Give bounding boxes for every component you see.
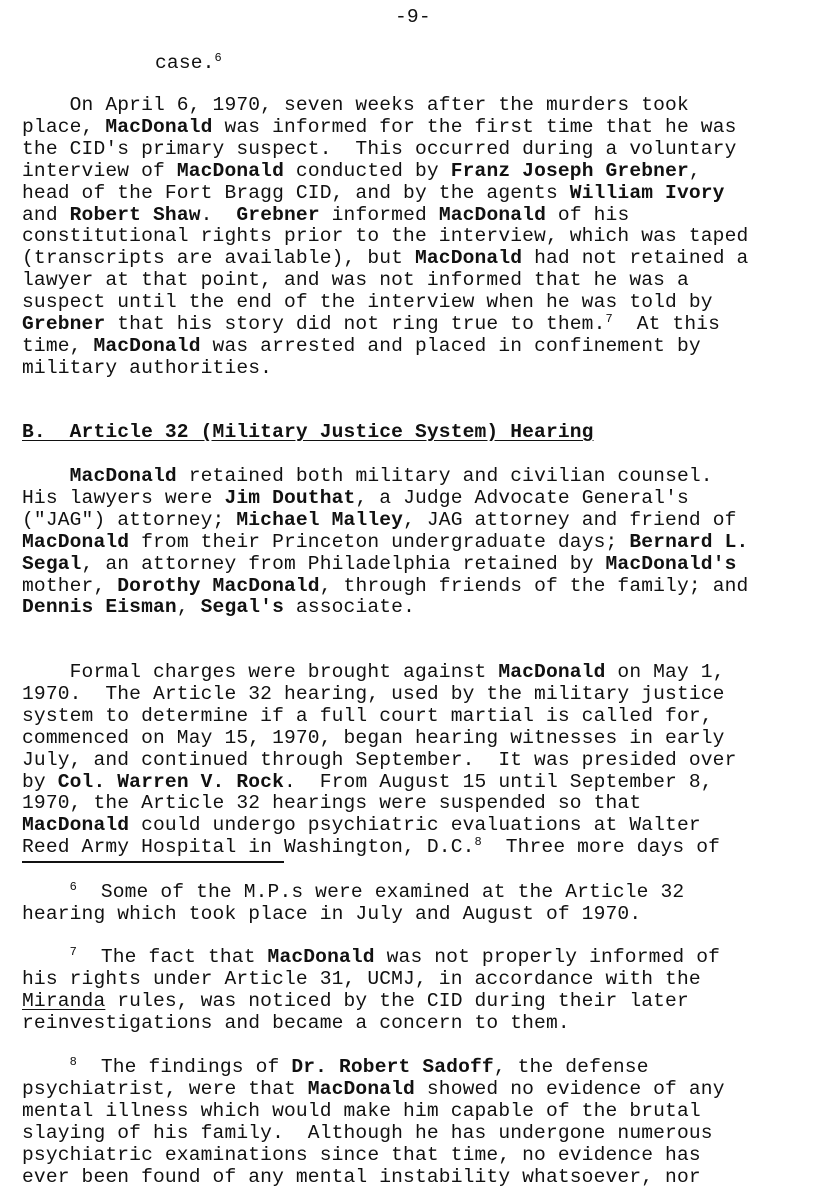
- footnote-7-line: [22, 946, 720, 968]
- bold-name: Grebner: [22, 313, 106, 335]
- text-run: , JAG attorney and friend of: [403, 508, 737, 531]
- text-run: showed no evidence of any: [414, 1077, 725, 1100]
- underlined-term: Miranda: [22, 989, 106, 1012]
- text-run: had not retained a: [522, 247, 749, 270]
- footnote-ref-6: 6: [214, 51, 222, 65]
- footnote-marker: 8: [474, 835, 482, 850]
- text-run: The findings of: [77, 1056, 292, 1078]
- text-run: psychiatrist, were that: [22, 1077, 308, 1100]
- text-run: place,: [22, 115, 106, 138]
- text-run: , a Judge Advocate General's: [355, 486, 689, 509]
- text-run: The fact that: [77, 946, 268, 968]
- page-number: -9-: [395, 6, 431, 28]
- paragraph-1-line: [22, 204, 629, 226]
- paragraph-2-line: [22, 553, 737, 575]
- footnote-marker: 7: [69, 945, 77, 959]
- text-run: slaying of his family. Although he has undergone numerous: [22, 1121, 713, 1144]
- footnote-8-line: [22, 1100, 701, 1122]
- text-run: , an attorney from Philadelphia retained by: [81, 552, 606, 575]
- bold-name: MacDonald's: [605, 552, 737, 575]
- paragraph-2-line: [22, 531, 748, 553]
- text-run: was informed for the first time that he was: [212, 115, 737, 138]
- text-run: was arrested and placed in confinement by: [200, 334, 701, 357]
- text-run: the CID's primary suspect. This occurred during a voluntary: [22, 137, 737, 160]
- continuation-text: case.: [155, 52, 215, 74]
- text-run: commenced on May 15, 1970, began hearing witnesses in early: [22, 726, 725, 749]
- text-run: could undergo psychiatric evaluations at Walter: [129, 814, 701, 837]
- bold-name: Segal: [22, 552, 82, 575]
- text-run: [22, 881, 70, 903]
- paragraph-1-line: [22, 269, 689, 291]
- bold-name: MacDonald: [498, 661, 606, 683]
- text-run: Three more days of: [481, 836, 721, 859]
- text-run: rules, was noticed by the CID during their later: [105, 989, 689, 1012]
- text-run: interview of: [22, 159, 177, 182]
- paragraph-1-line: [22, 160, 701, 182]
- text-run: suspect until the end of the interview when he was told by: [22, 291, 713, 314]
- text-run: associate.: [284, 596, 415, 619]
- paragraph-2-line: [22, 575, 748, 597]
- text-run: ,: [688, 159, 701, 182]
- paragraph-2-line: [22, 465, 713, 487]
- bold-name: Franz Joseph Grebner: [450, 159, 689, 182]
- paragraph-3-line: [22, 661, 725, 683]
- bold-name: MacDonald: [267, 946, 375, 968]
- paragraph-3-line: [22, 771, 713, 793]
- bold-name: MacDonald: [414, 247, 523, 270]
- footnote-7-line: [22, 968, 701, 990]
- paragraph-3-line: [22, 727, 725, 749]
- text-run: military authorities.: [22, 356, 273, 379]
- footnote-6-line: [22, 881, 684, 903]
- bold-name: Dennis Eisman: [22, 596, 177, 619]
- text-run: time,: [22, 334, 94, 357]
- bold-name: MacDonald: [93, 334, 201, 357]
- text-run: retained both military and civilian counsel.: [176, 465, 713, 487]
- text-run: hearing which took place in July and August of 1970.: [22, 902, 642, 925]
- text-run: ("JAG") attorney;: [22, 508, 237, 531]
- bold-name: MacDonald: [438, 203, 547, 226]
- bold-name: MacDonald: [105, 115, 213, 138]
- paragraph-2-line: [22, 596, 415, 618]
- paragraph-1-line: [22, 291, 713, 313]
- footnote-7-line: [22, 990, 689, 1012]
- text-run: , the defense: [493, 1056, 649, 1078]
- text-run: On April 6, 1970, seven weeks after the murders took: [22, 94, 689, 116]
- bold-name: Jim Douthat: [224, 486, 356, 509]
- text-run: was not properly informed of: [374, 946, 721, 968]
- paragraph-3-line: [22, 836, 720, 858]
- bold-name: Grebner: [236, 203, 320, 226]
- text-run: on May 1,: [605, 661, 725, 683]
- text-run: Formal charges were brought against: [22, 661, 499, 683]
- text-run: Reed Army Hospital in Washington, D.C.: [22, 836, 475, 859]
- text-run: conducted by: [284, 159, 451, 182]
- paragraph-3-line: [22, 683, 725, 705]
- continuation-line: [155, 52, 222, 74]
- paragraph-2-line: [22, 509, 737, 531]
- footnote-8-line: [22, 1056, 649, 1078]
- bold-name: MacDonald: [176, 159, 284, 182]
- bold-name: Robert Shaw: [69, 203, 201, 226]
- text-run: (transcripts are available), but: [22, 247, 415, 270]
- paragraph-1-line: [22, 225, 748, 247]
- paragraph-1-line: [22, 313, 720, 335]
- paragraph-1-line: [22, 182, 725, 204]
- text-run: July, and continued through September. It was presided over: [22, 748, 737, 771]
- bold-name: MacDonald: [22, 530, 130, 553]
- paragraph-3-line: [22, 749, 737, 771]
- paragraph-2-line: [22, 487, 689, 509]
- paragraph-1-line: [22, 116, 737, 138]
- paragraph-1-line: [22, 247, 748, 269]
- text-run: from their Princeton undergraduate days;: [129, 530, 630, 553]
- footnote-8-line: [22, 1078, 725, 1100]
- bold-name: MacDonald: [22, 814, 130, 837]
- footnote-separator: [22, 861, 284, 863]
- bold-name: Segal's: [200, 596, 284, 619]
- text-run: constitutional rights prior to the interview, which was taped: [22, 225, 749, 248]
- text-run: . From August 15 until September 8,: [284, 770, 713, 793]
- bold-name: Dorothy MacDonald: [117, 574, 320, 597]
- text-run: reinvestigations and became a concern to them.: [22, 1011, 570, 1034]
- footnote-marker: 8: [69, 1055, 77, 1069]
- text-run: psychiatric examinations since that time, no evidence has: [22, 1143, 701, 1166]
- bold-name: MacDonald: [307, 1077, 415, 1100]
- paragraph-3-line: [22, 792, 641, 814]
- footnote-7-line: [22, 1012, 570, 1034]
- text-run: [22, 1056, 70, 1078]
- text-run: [22, 946, 70, 968]
- bold-name: Col. Warren V. Rock: [57, 770, 284, 793]
- text-run: ,: [176, 596, 201, 619]
- text-run: [22, 465, 70, 487]
- text-run: , through friends of the family; and: [319, 574, 749, 597]
- text-run: lawyer at that point, and was not informed that he was a: [22, 269, 689, 292]
- text-run: .: [200, 203, 237, 226]
- text-run: by: [22, 770, 58, 793]
- bold-name: Dr. Robert Sadoff: [291, 1056, 494, 1078]
- text-run: system to determine if a full court martial is called for,: [22, 704, 713, 727]
- text-run: mental illness which would make him capable of the brutal: [22, 1099, 701, 1122]
- bold-name: Michael Malley: [236, 508, 404, 531]
- footnote-8-line: [22, 1144, 701, 1166]
- text-run: his rights under Article 31, UCMJ, in accordance with the: [22, 967, 701, 990]
- paragraph-1-line: [22, 138, 737, 160]
- paragraph-3-line: [22, 705, 713, 727]
- text-run: 1970, the Article 32 hearings were suspended so that: [22, 792, 642, 815]
- footnote-marker: 7: [605, 312, 613, 326]
- text-run: head of the Fort Bragg CID, and by the agents: [22, 181, 570, 204]
- paragraph-1-line: [22, 94, 689, 116]
- footnote-8-line: [22, 1122, 713, 1144]
- text-run: His lawyers were: [22, 486, 225, 509]
- text-run: of his: [546, 203, 630, 226]
- footnote-6-line: [22, 903, 641, 925]
- footnote-marker: 6: [69, 880, 77, 894]
- bold-name: William Ivory: [569, 181, 725, 204]
- text-run: informed: [319, 203, 439, 226]
- text-run: mother,: [22, 574, 118, 597]
- paragraph-1-line: [22, 357, 272, 379]
- bold-name: Bernard L.: [629, 530, 749, 553]
- text-run: 1970. The Article 32 hearing, used by the military justice: [22, 682, 725, 705]
- text-run: that his story did not ring true to them.: [105, 313, 606, 335]
- text-run: ever been found of any mental instability whatsoever, nor: [22, 1165, 701, 1188]
- bold-name: MacDonald: [69, 465, 177, 487]
- section-heading: B. Article 32 (Military Justice System) Hearing: [22, 421, 594, 443]
- footnote-8-line: [22, 1166, 701, 1188]
- text-run: Some of the M.P.s were examined at the Article 32: [77, 881, 685, 903]
- text-run: and: [22, 203, 70, 226]
- paragraph-1-line: [22, 335, 701, 357]
- text-run: At this: [612, 313, 721, 335]
- paragraph-3-line: [22, 814, 701, 836]
